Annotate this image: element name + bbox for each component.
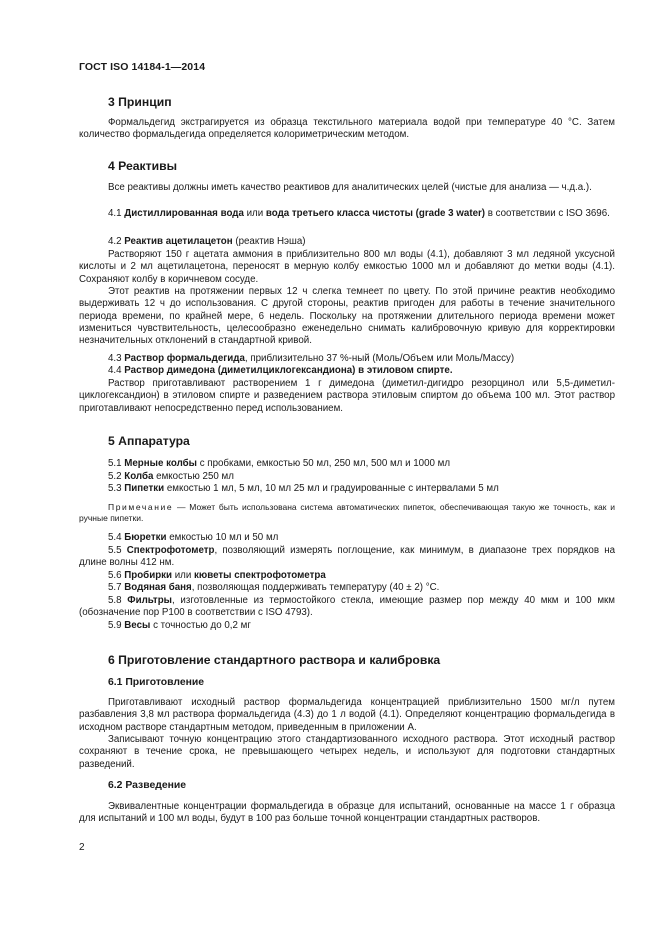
section-4-heading: 4 Реактивы	[108, 159, 178, 173]
subsection-6-1-heading: 6.1 Приготовление	[108, 677, 205, 688]
running-header: ГОСТ ISO 14184-1—2014	[79, 61, 206, 73]
item-5-5: 5.5 Спектрофотометр, позволяющий измерять поглощение, как минимум, в диапазоне трех порядков на длине волны 412 нм.	[79, 545, 616, 569]
item-5-7: 5.7 Водяная баня, позволяющая поддерживать температуру (40 ± 2) °С.	[108, 582, 440, 593]
item-4-2-stability: Этот реактив на протяжении первых 12 ч слегка темнеет по цвету. По этой причине реактив необходимо выдерживать 12 ч до использования. С другой стороны, реактив пригоден для работы в течение значительного периода времени, по крайней мере, 6 недель. Поскольку на протяжении длительного периода времени может измениться чувствительность, целесообразно еженедельно снимать калибровочную кривую для корректировки незначительных отклонений в стандартной кривой.	[79, 286, 615, 347]
item-5-2: 5.2 Колба емкостью 250 мл	[108, 471, 234, 482]
item-4-2: 4.2 Реактив ацетилацетон (реактив Нэша)	[108, 236, 306, 247]
subsection-6-1-paragraph-1: Приготавливают исходный раствор формальдегида концентрацией приблизительно 1500 мг/л путем разбавления 3,8 мл раствора формальдегида (4.3) до 1 л водой (4.1). Определяют концентрацию формальдегида в исходном растворе стандартным методом, приведенным в приложении А.	[79, 697, 615, 733]
item-4-4: 4.4 Раствор димедона (диметилциклогександиона) в этиловом спирте.	[108, 365, 453, 376]
item-4-1: 4.1 Дистиллированная вода или вода третьего класса чистоты (grade 3 water) в соответствии с ISO 3696.	[108, 208, 610, 219]
item-5-4: 5.4 Бюретки емкостью 10 мл и 50 мл	[108, 532, 279, 543]
item-5-9: 5.9 Весы с точностью до 0,2 мг	[108, 620, 251, 631]
subsection-6-2-heading: 6.2 Разведение	[108, 780, 187, 791]
note-automatic-pipettes: Примечание — Может быть использована система автоматических пипеток, обеспечивающая такую же точность, как и ручные пипетки.	[79, 502, 615, 523]
section-3-heading: 3 Принцип	[108, 95, 172, 109]
section-3-paragraph: Формальдегид экстрагируется из образца текстильного материала водой при температуре 40 °С. Затем количество формальдегида определяется колориметрическим методом.	[79, 117, 615, 141]
subsection-6-1-paragraph-2: Записывают точную концентрацию этого стандартизованного исходного раствора. Этот исходный раствор сохраняют в течение срока, не превышающего четырех недель, и используют для подготовки стандартных разведений.	[79, 734, 615, 770]
item-4-3: 4.3 Раствор формальдегида, приблизительно 37 %-ный (Моль/Объем или Моль/Массу)	[108, 353, 515, 364]
item-4-2-preparation: Растворяют 150 г ацетата аммония в приблизительно 800 мл воды (4.1), добавляют 3 мл ледяной уксусной кислоты и 2 мл ацетилацетона, переносят в мерную колбу емкостью 1000 мл и добавляют до метки воды (4.1). Сохраняют колбу в коричневом сосуде.	[79, 249, 615, 285]
page-number: 2	[79, 842, 85, 853]
subsection-6-2-paragraph: Эквивалентные концентрации формальдегида в образце для испытаний, основанные на массе 1 г образца для испытаний и 100 мл воды, будут в 100 раз больше точной концентрации стандартных растворов.	[79, 801, 615, 825]
item-5-6: 5.6 Пробирки или кюветы спектрофотометра	[108, 570, 326, 581]
section-5-heading: 5 Аппаратура	[108, 434, 190, 448]
item-4-4-preparation: Раствор приготавливают растворением 1 г димедона (диметил-дигидро резорцинол или 5,5-диметил-циклогександион) в этиловом спирте и разведением раствора этиловым спиртом до объема 100 мл. Этот раствор приготавливают непосредственно перед использованием.	[79, 378, 615, 414]
item-5-1: 5.1 Мерные колбы с пробками, емкостью 50 мл, 250 мл, 500 мл и 1000 мл	[108, 458, 451, 469]
section-4-intro: Все реактивы должны иметь качество реактивов для аналитических целей (чистые для анализа — ч.д.а.).	[108, 182, 592, 193]
item-5-8: 5.8 Фильтры, изготовленные из термостойкого стекла, имеющие размер пор между 40 мкм и 100 мкм (обозначение пор Р100 в соответствии с ISO 4793).	[79, 595, 615, 619]
item-5-3: 5.3 Пипетки емкостью 1 мл, 5 мл, 10 мл 25 мл и градуированные с интервалами 5 мл	[108, 483, 499, 494]
section-6-heading: 6 Приготовление стандартного раствора и калибровка	[108, 653, 441, 667]
